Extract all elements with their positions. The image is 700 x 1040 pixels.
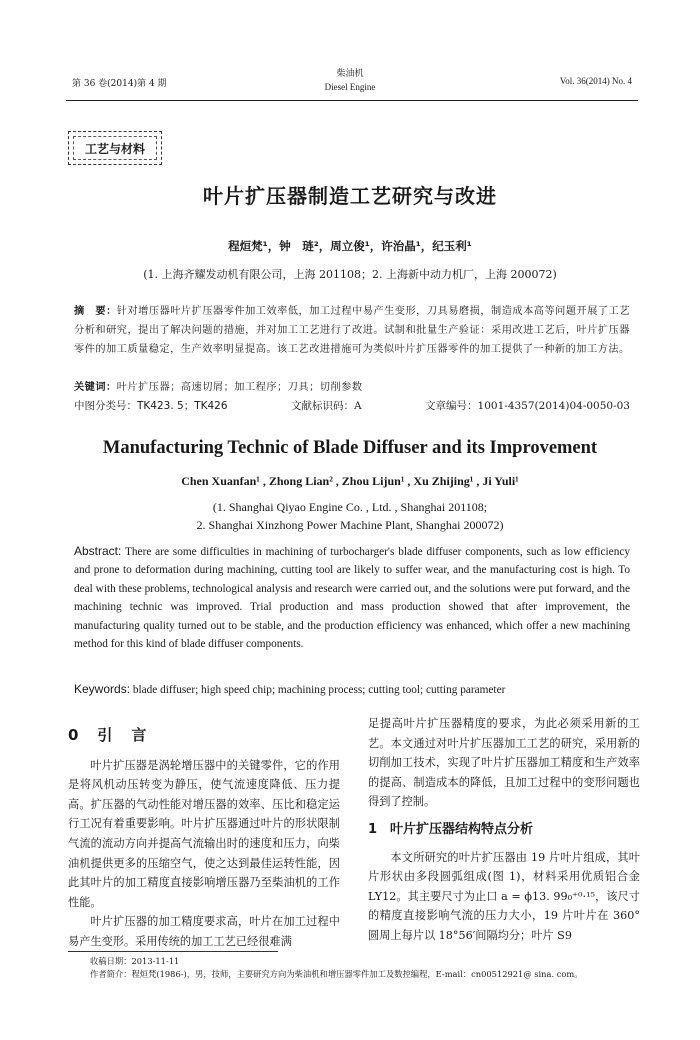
keywords-cn-text: 叶片扩压器；高速切屑；加工程序；刀具；切削参数 bbox=[116, 382, 363, 393]
header-rule bbox=[66, 100, 638, 101]
header-volume-cn: 第 36 卷(2014)第 4 期 bbox=[72, 79, 167, 89]
title-en: Manufacturing Technic of Blade Diffuser and its Improvement bbox=[102, 438, 598, 458]
abstract-cn bbox=[74, 303, 630, 359]
keywords-cn-label: 关键词： bbox=[74, 382, 117, 393]
authors-en: Chen Xuanfan¹ , Zhong Lian² , Zhou Lijun¹ , Xu Zhijing¹ , Ji Yuli¹ bbox=[181, 474, 519, 488]
body-paragraph-1: 叶片扩压器是涡轮增压器中的关键零件，它的作用是将风机动压转变为静压，使气流速度降低、压力提高。扩压器的气动性能对增压器的效率、压比和稳定运行工况有着重要影响。叶片扩压器通过叶片的形状限制气流的流动方向并提高气流输出时的速度和压力，向柴油机提供更多的压缩空气，使之达到最佳运转性能，因此其叶片的加工精度直接影响增压器乃至柴油机的工作性能。 bbox=[68, 758, 340, 909]
keywords-en-label: Keywords: bbox=[74, 682, 131, 696]
abstract-cn-text: 针对增压器叶片扩压器零件加工效率低，加工过程中易产生变形，刀具易磨损，制造成本高等问题开展了工艺分析和研究，提出了解决问题的措施，并对加工工艺进行了改进。试制和批量生产验证：采用改进工艺后，叶片扩压器零件的加工质量稳定，生产效率明显提高。该工艺改进措施可为类似叶片扩压器零件的加工提供了一种新的加工方法。 bbox=[74, 306, 631, 355]
abstract-en bbox=[74, 542, 630, 653]
body-column-left bbox=[68, 718, 340, 952]
body-paragraph-2-continued: 足提高叶片扩压器精度的要求，为此必须采用新的工艺。本文通过对叶片扩压器加工工艺的研究，采用新的切削加工技术，实现了叶片扩压器加工精度和生产效率的提高、制造成本的降低，且加工过程中的变形问题也得到了控制。 bbox=[368, 717, 640, 809]
abstract-en-text: There are some difficulties in machining of turbocharger's blade diffuser components, such as low efficiency and prone to deformation during machining, cutting tool are likely to suffer wear, and the manufacturing cost is high. To deal with these problems, technological analysis and research were carried out, and the solutions were put forward, and the machining technic was improved. Trial production and mass production showed that after improvement, the manufacturing quality turned out to be stable, and the production efficiency was enhanced, which offer a new machining method for this kind of blade diffuser components. bbox=[74, 546, 631, 651]
section-label: 工艺与材料 bbox=[73, 136, 157, 160]
title-cn: 叶片扩压器制造工艺研究与改进 bbox=[203, 184, 497, 208]
footnote-author-bio: 作者简介：程烜梵(1986-)，男，技师，主要研究方向为柴油机和增压器零件加工及数控编程，E-mail：cn00512921@ sina. com。 bbox=[90, 969, 583, 979]
body-paragraph-2: 叶片扩压器的加工精度要求高，叶片在加工过程中易产生变形。采用传统的加工工艺已经很难满 bbox=[68, 915, 340, 948]
classification-row bbox=[74, 398, 630, 413]
footnote-rule bbox=[68, 951, 278, 952]
authors-cn: 程烜梵¹，钟 琏²，周立俊¹，许治晶¹，纪玉利¹ bbox=[228, 239, 472, 253]
doc-code: 文献标识码：A bbox=[291, 400, 362, 412]
footnote-received: 收稿日期：2013-11-11 bbox=[90, 956, 180, 966]
article-number: 文章编号：1001-4357(2014)04-0050-03 bbox=[425, 400, 630, 412]
abstract-cn-label: 摘 要： bbox=[74, 306, 117, 317]
keywords-en bbox=[74, 682, 505, 696]
section-1-heading: 1 叶片扩压器结构特点分析 bbox=[368, 821, 534, 837]
section-0-heading: 0 引 言 bbox=[68, 726, 149, 744]
header-journal-cn: 柴油机 bbox=[336, 69, 364, 79]
header-volume-en: Vol. 36(2014) No. 4 bbox=[559, 76, 632, 86]
keywords-cn bbox=[74, 378, 363, 393]
affiliation-cn: (1. 上海齐耀发动机有限公司，上海 201108；2. 上海新中动力机厂，上海 200072) bbox=[143, 268, 557, 281]
section-label-box bbox=[68, 131, 162, 165]
affiliation-en-line2: 2. Shanghai Xinzhong Power Machine Plant, Shanghai 200072) bbox=[196, 518, 504, 532]
affiliation-en-line1: (1. Shanghai Qiyao Engine Co. , Ltd. , Shanghai 201108; bbox=[212, 500, 488, 514]
abstract-en-label: Abstract: bbox=[74, 544, 122, 558]
body-paragraph-3: 本文所研究的叶片扩压器由 19 片叶片组成，其叶片形状由多段圆弧组成(图 1)，材料采用优质铝合金 LY12。其主要尺寸为止口 a = ϕ13. 99₀⁺⁰·¹⁵，该尺寸的精度直接影响气流的压力大小，19 片叶片在 360°圆周上每片以 18°56′间隔均分；叶片 S9 bbox=[368, 850, 640, 942]
body-column-right bbox=[368, 714, 640, 946]
header-journal-en: Diesel Engine bbox=[324, 82, 376, 92]
keywords-en-text: blade diffuser; high speed chip; machining process; cutting tool; cutting parameter bbox=[132, 684, 506, 696]
clc-code: 中图分类号：TK423. 5；TK426 bbox=[74, 400, 228, 412]
